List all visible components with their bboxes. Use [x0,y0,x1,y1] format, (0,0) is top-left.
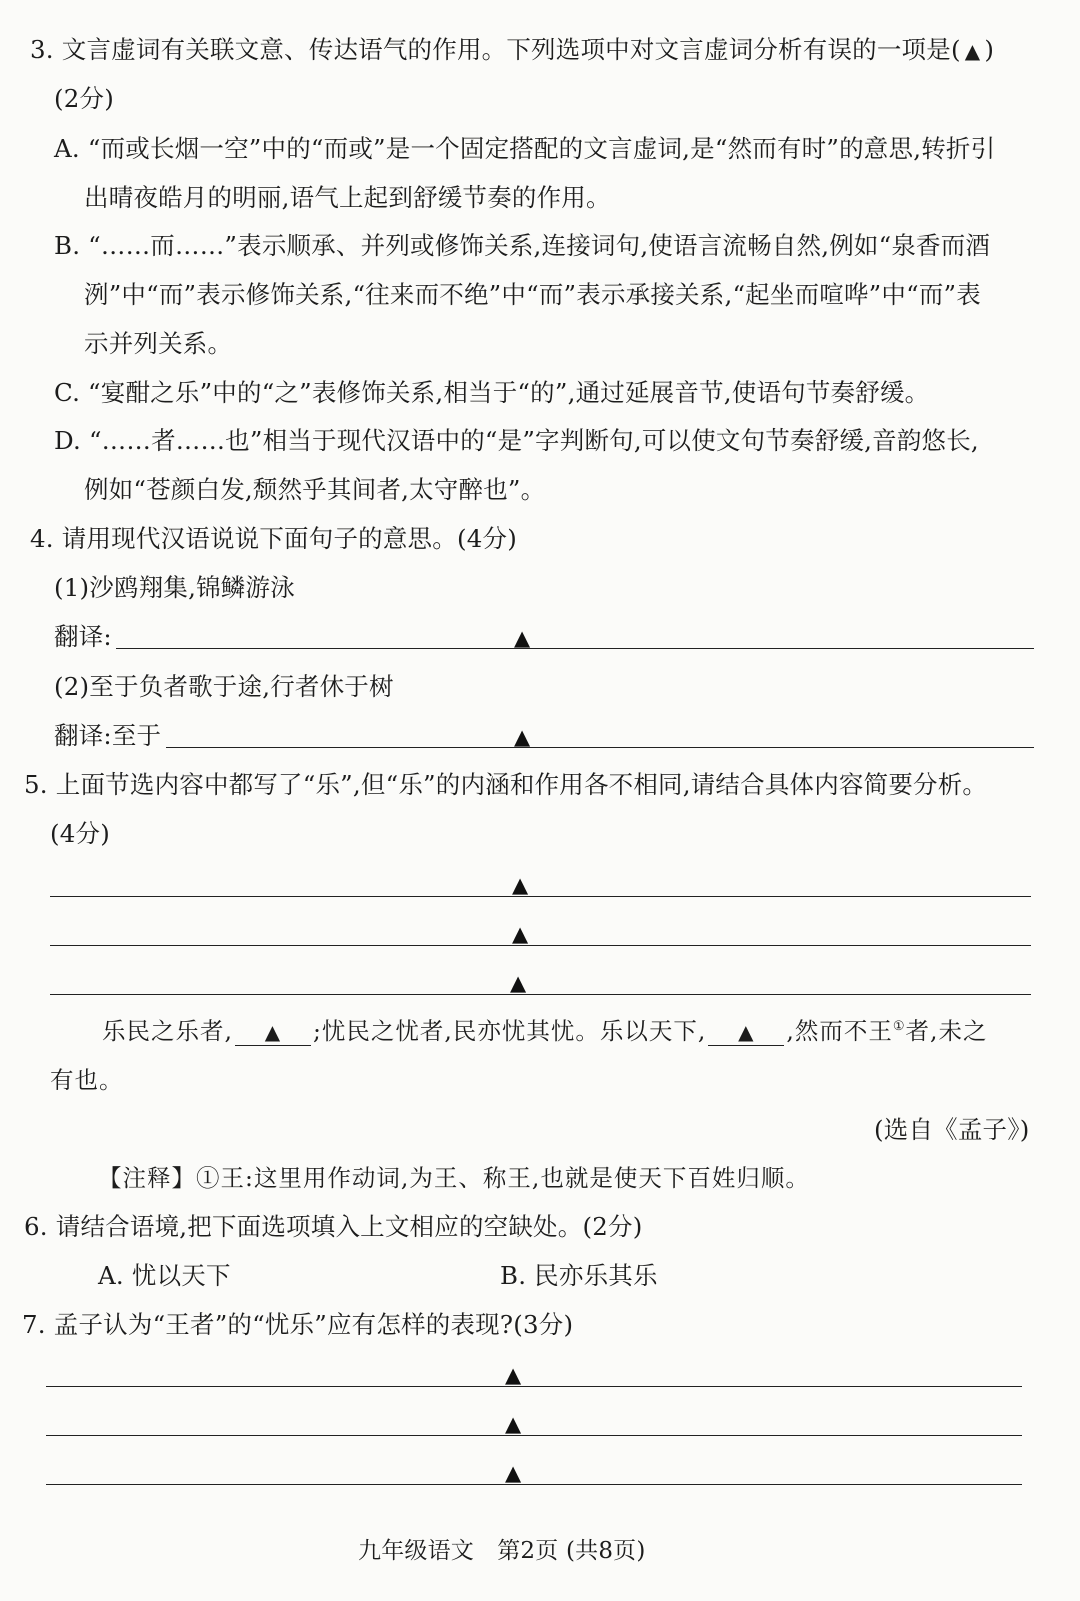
q3-option-b-line1: B. “……而……”表示顺承、并列或修饰关系,连接词句,使语言流畅自然,例如“泉香而酒 [54,231,991,260]
passage-note: 【注释】①王:这里用作动词,为王、称王,也就是使天下百姓归顺。 [98,1164,810,1192]
note-ref: ① [892,1019,906,1035]
q7-stem: 7. 孟子认为“王者”的“忧乐”应有怎样的表现?(3分) [22,1310,574,1339]
q5-answer-mark-2: ▲ [512,922,529,946]
q4-sentence-2: (2)至于负者歌于途,行者休于树 [54,672,394,701]
answer-mark: ▲ [964,39,981,63]
q5-answer-line-1[interactable] [50,896,1031,897]
q3-option-b-line2: 洌”中“而”表示修饰关系,“往来而不绝”中“而”表示承接关系,“起坐而喧哗”中“而”表 [84,280,981,309]
q5-answer-line-3[interactable] [50,994,1031,995]
passage-line-1: 乐民之乐者, ▲ ;忧民之忧者,民亦忧其忧。乐以天下, ▲ ,然而不王①者,未之 [102,1017,988,1045]
q6-stem: 6. 请结合语境,把下面选项填入上文相应的空缺处。(2分) [24,1212,643,1241]
q7-answer-line-2[interactable] [46,1435,1022,1436]
q6-option-a: A. 忧以天下 [98,1261,231,1290]
q5-points: (4分) [50,819,111,848]
q4-answer-mark-2: ▲ [514,725,531,749]
passage-line-2: 有也。 [50,1066,124,1094]
page-footer: 九年级语文 第2页 (共8页) [358,1538,646,1564]
q4-translation-1-label: 翻译: [54,622,112,651]
q4-answer-line-2[interactable] [166,747,1034,748]
q3-stem: 3. 文言虚词有关联文意、传达语气的作用。下列选项中对文言虚词分析有误的一项是( ▲ ) [30,35,995,64]
q3-option-a-line2: 出晴夜皓月的明丽,语气上起到舒缓节奏的作用。 [84,183,611,212]
q3-option-a-line1: A. “而或长烟一空”中的“而或”是一个固定搭配的文言虚词,是“然而有时”的意思,转折引 [54,134,996,163]
q7-answer-line-1[interactable] [46,1386,1022,1387]
q7-answer-mark-3: ▲ [505,1461,522,1485]
q5-answer-line-2[interactable] [50,945,1031,946]
q7-answer-line-3[interactable] [46,1484,1022,1485]
q6-option-b: B. 民亦乐其乐 [500,1261,658,1290]
q4-sentence-1: (1)沙鸥翔集,锦鳞游泳 [54,573,295,602]
q4-stem: 4. 请用现代汉语说说下面句子的意思。(4分) [30,524,517,553]
q3-option-d-line1: D. “……者……也”相当于现代汉语中的“是”字判断句,可以使文句节奏舒缓,音韵悠长, [54,426,979,455]
q5-stem: 5. 上面节选内容中都写了“乐”,但“乐”的内涵和作用各不相同,请结合具体内容简要分析。 [24,770,988,799]
q3-points: (2分) [54,84,115,113]
q5-answer-mark-1: ▲ [512,873,529,897]
q4-answer-line-1[interactable] [116,648,1034,649]
q3-option-c: C. “宴酣之乐”中的“之”表修饰关系,相当于“的”,通过延展音节,使语句节奏舒缓。 [54,378,930,407]
q3-option-b-line3: 示并列关系。 [84,329,233,358]
q4-translation-2-label: 翻译:至于 [54,721,162,750]
passage-blank-1[interactable]: ▲ [235,1019,311,1046]
q4-answer-mark-1: ▲ [514,626,531,650]
passage-source: (选自《孟子》) [874,1115,1030,1144]
q7-answer-mark-2: ▲ [505,1412,522,1436]
q7-answer-mark-1: ▲ [505,1363,522,1387]
q5-answer-mark-3: ▲ [510,971,527,995]
q3-option-d-line2: 例如“苍颜白发,颓然乎其间者,太守醉也”。 [84,475,546,504]
passage-blank-2[interactable]: ▲ [708,1019,784,1046]
